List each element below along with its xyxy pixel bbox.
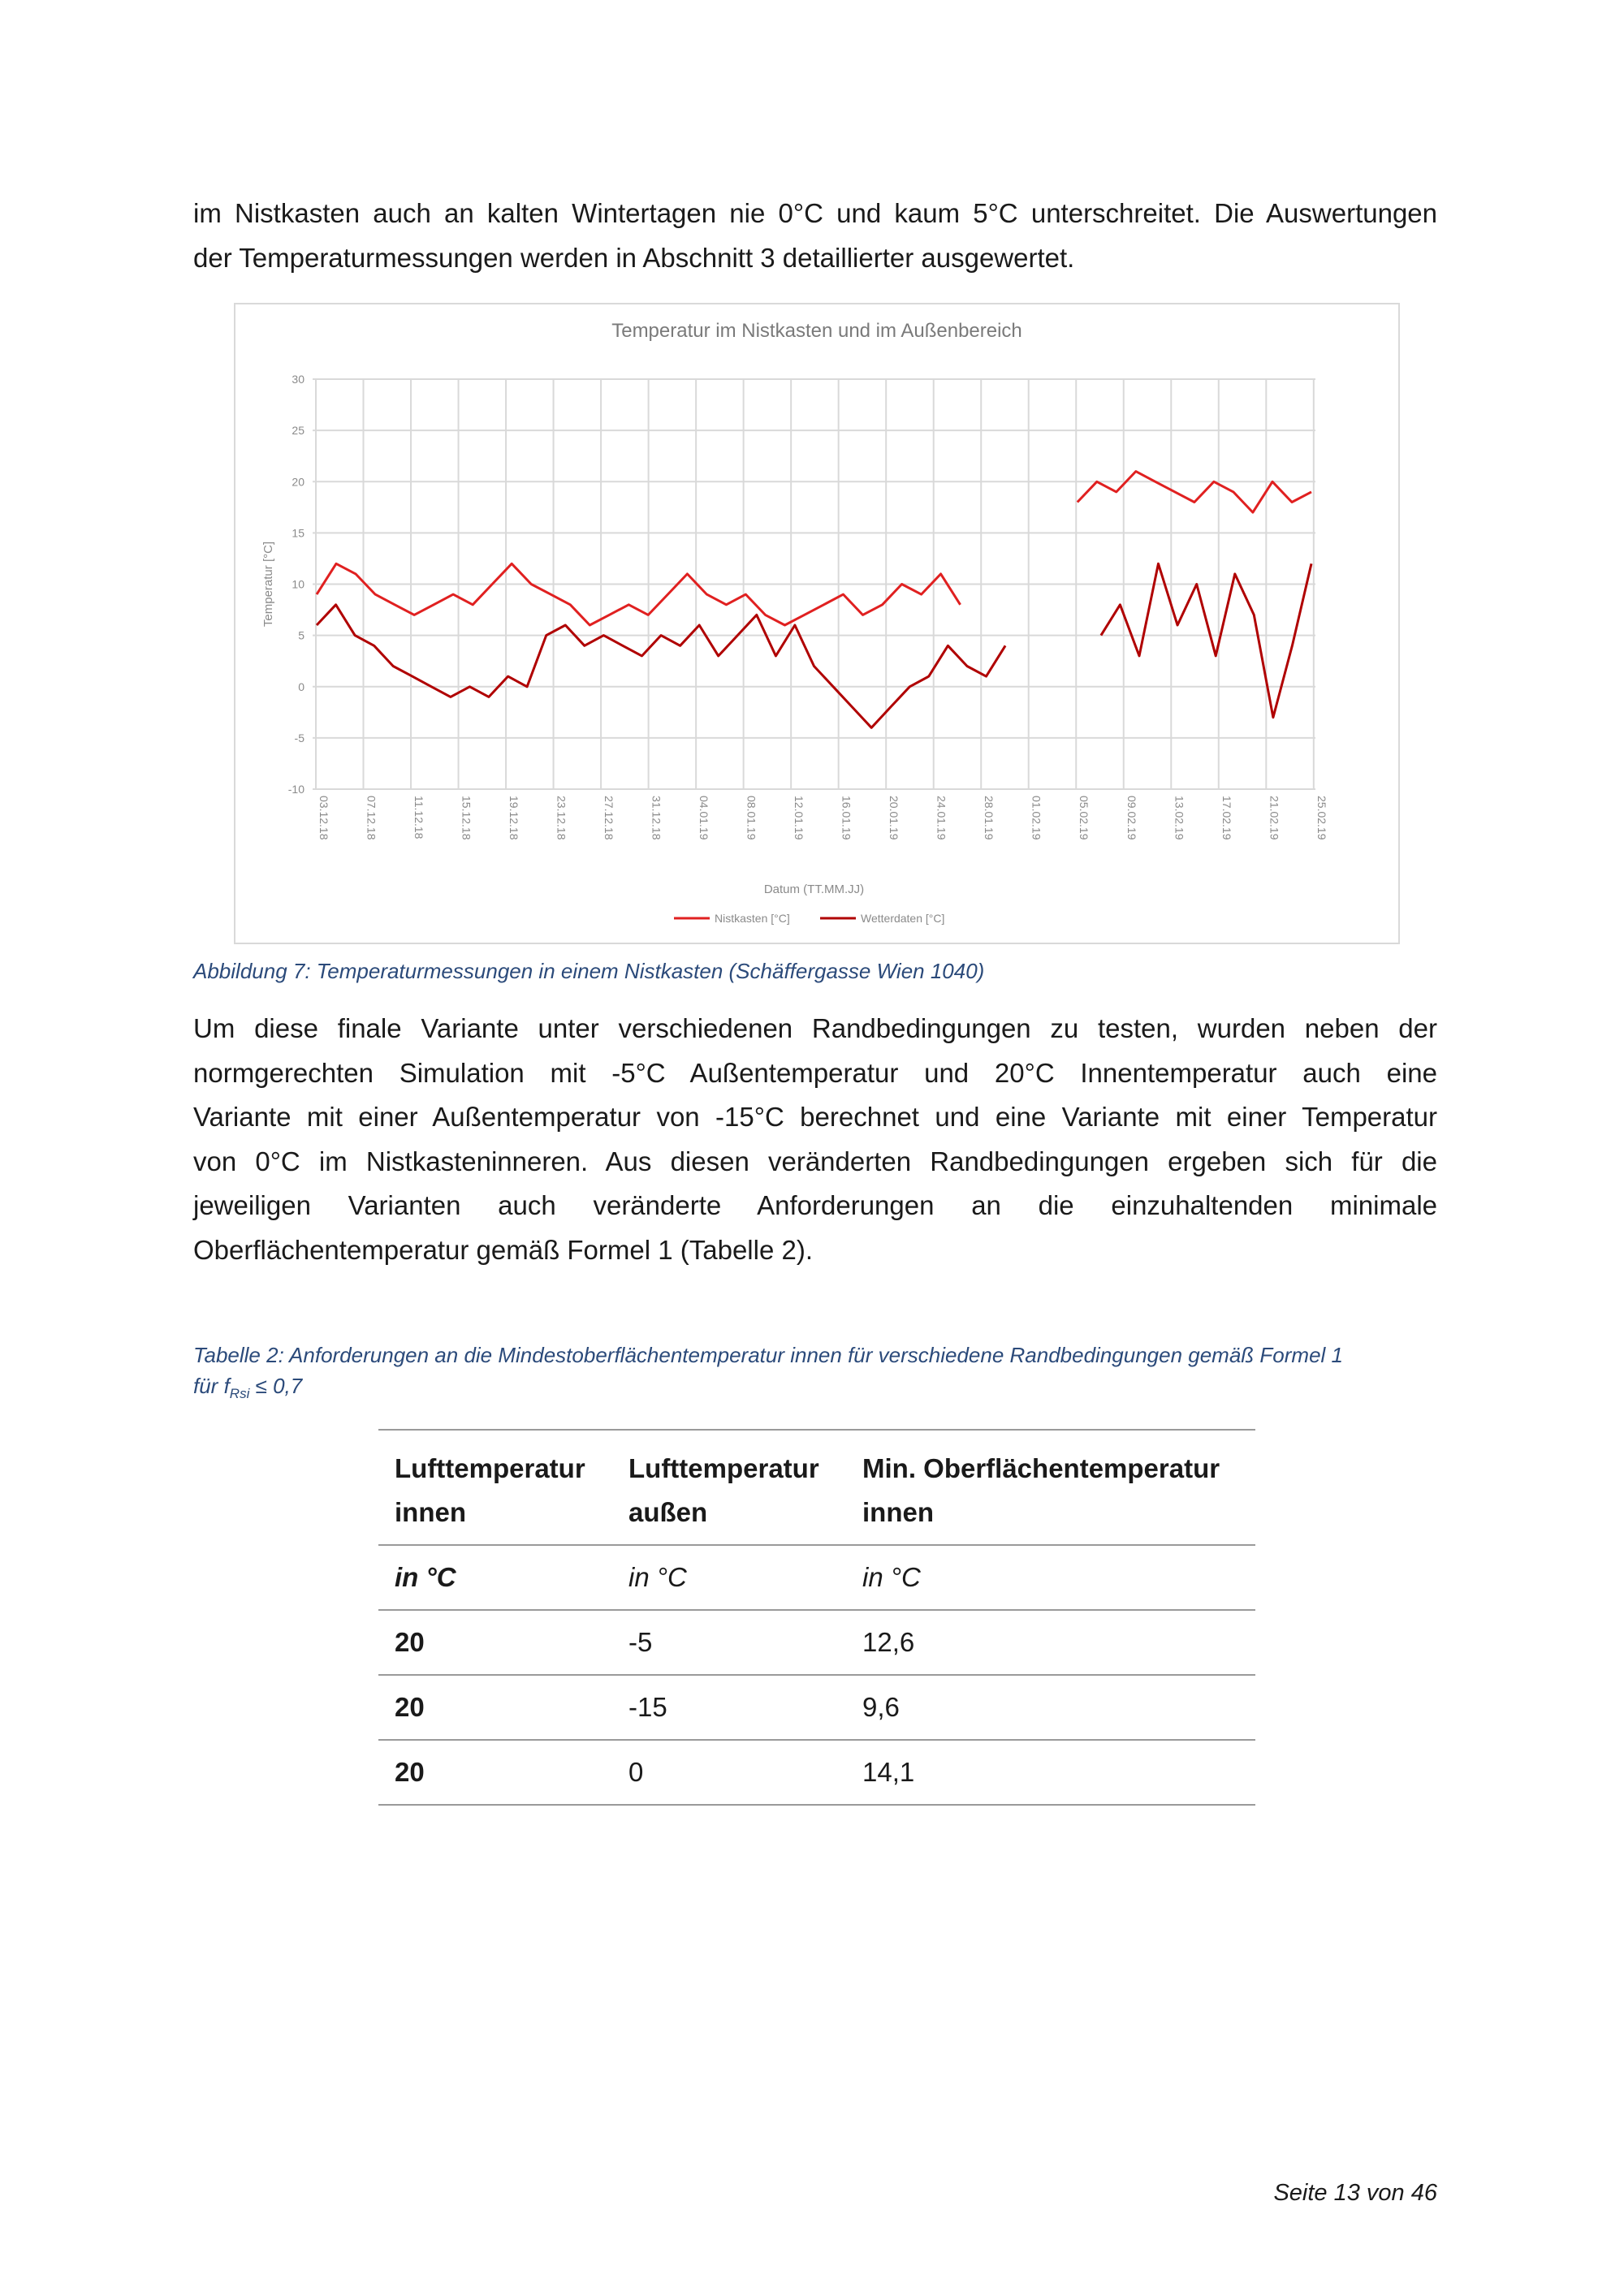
table-caption-prefix: für f <box>193 1374 230 1398</box>
x-axis-label: Datum (TT.MM.JJ) <box>763 883 865 896</box>
x-tick-label: 21.02.19 <box>1268 796 1281 840</box>
table-header-row <box>378 1430 1255 1545</box>
table-caption <box>193 1340 1437 1409</box>
x-tick-label: 31.12.18 <box>650 796 663 840</box>
chart-svg <box>235 304 1398 943</box>
table-caption-suffix: ≤ 0,7 <box>249 1374 303 1398</box>
table-row <box>378 1610 1255 1675</box>
intro-line: der Temperaturmessungen werden in Abschnitt 3 detaillierter ausgewertet. <box>193 242 1075 273</box>
table-cell: 20 <box>378 1610 612 1675</box>
x-tick-label: 23.12.18 <box>555 796 568 840</box>
legend-label: Wetterdaten [°C] <box>861 912 945 925</box>
legend-label: Nistkasten [°C] <box>715 912 790 925</box>
x-tick-label: 03.12.18 <box>317 796 330 840</box>
table-cell: 12,6 <box>846 1610 1255 1675</box>
x-tick-label: 17.02.19 <box>1220 796 1233 840</box>
table-cell: -5 <box>612 1610 846 1675</box>
x-tick-label: 12.01.19 <box>793 796 806 840</box>
x-tick-label: 05.02.19 <box>1078 796 1091 840</box>
table-cell: 9,6 <box>846 1675 1255 1740</box>
table-cell: 20 <box>378 1740 612 1805</box>
body-line: jeweiligen Varianten auch veränderte Anforderungen an die einzuhaltenden minimale <box>193 1190 1437 1220</box>
x-tick-label: 13.02.19 <box>1173 796 1186 840</box>
y-tick-label: 5 <box>298 628 304 642</box>
body-line: Um diese finale Variante unter verschiedenen Randbedingungen zu testen, wurden neben der <box>193 1013 1437 1043</box>
body-line: von 0°C im Nistkasteninneren. Aus diesen veränderten Randbedingungen ergeben sich für die <box>193 1146 1437 1176</box>
x-tick-label: 28.01.19 <box>983 796 996 840</box>
x-tick-label: 25.02.19 <box>1315 796 1328 840</box>
header-cell: Min. Oberflächentemperatur innen <box>846 1430 1255 1545</box>
unit-cell: in °C <box>846 1545 1255 1610</box>
unit-cell: in °C <box>612 1545 846 1610</box>
y-tick-label: 0 <box>298 680 304 693</box>
body-line: normgerechten Simulation mit -5°C Außentemperatur und 20°C Innentemperatur auch eine <box>193 1057 1437 1088</box>
y-tick-label: -5 <box>294 731 304 744</box>
unit-cell: in °C <box>378 1545 612 1610</box>
series-line-wetterdaten <box>317 605 1005 728</box>
body-line: Oberflächentemperatur gemäß Formel 1 (Tabelle 2). <box>193 1234 813 1265</box>
y-tick-label: -10 <box>287 783 304 796</box>
header-cell: Lufttemperatur innen <box>378 1430 612 1545</box>
table-row <box>378 1675 1255 1740</box>
intro-paragraph <box>193 192 1437 280</box>
y-tick-label: 30 <box>292 373 304 386</box>
figure-caption: Abbildung 7: Temperaturmessungen in einem Nistkasten (Schäffergasse Wien 1040) <box>193 959 985 983</box>
x-tick-label: 16.01.19 <box>840 796 853 840</box>
body-line: Variante mit einer Außentemperatur von -15°C berechnet und eine Variante mit einer Temperatur <box>193 1102 1437 1132</box>
table-row <box>378 1740 1255 1805</box>
table-cell: -15 <box>612 1675 846 1740</box>
intro-line: im Nistkasten auch an kalten Wintertagen nie 0°C und kaum 5°C unterschreitet. Die Auswertungen <box>193 198 1437 228</box>
table-cell: 14,1 <box>846 1740 1255 1805</box>
series-line-nistkasten <box>1078 472 1311 513</box>
x-tick-label: 19.12.18 <box>508 796 521 840</box>
x-tick-label: 24.01.19 <box>935 796 948 840</box>
x-tick-label: 27.12.18 <box>603 796 616 840</box>
y-tick-label: 10 <box>292 577 304 591</box>
page-number: Seite 13 von 46 <box>1273 2180 1437 2206</box>
x-tick-label: 20.01.19 <box>888 796 901 840</box>
x-tick-label: 01.02.19 <box>1030 796 1043 840</box>
temperature-chart <box>234 303 1400 944</box>
y-tick-label: 25 <box>292 424 304 438</box>
x-tick-label: 11.12.18 <box>412 796 426 839</box>
x-tick-label: 04.01.19 <box>698 796 711 840</box>
table-cell: 0 <box>612 1740 846 1805</box>
table-caption-sub: Rsi <box>229 1386 250 1402</box>
table-units-row <box>378 1545 1255 1610</box>
x-tick-label: 09.02.19 <box>1125 796 1138 840</box>
table-cell: 20 <box>378 1675 612 1740</box>
y-tick-label: 15 <box>292 526 304 540</box>
table-caption-line1: Tabelle 2: Anforderungen an die Mindestoberflächentemperatur innen für verschiedene Randbedingungen gemäß Formel 1 <box>193 1343 1343 1367</box>
series-line-nistkasten <box>317 563 961 625</box>
y-axis-label: Temperatur [°C] <box>261 541 275 628</box>
chart-title: Temperatur im Nistkasten und im Außenbereich <box>611 320 1022 342</box>
x-tick-label: 15.12.18 <box>460 796 473 840</box>
body-paragraph <box>193 1007 1437 1272</box>
requirements-table <box>378 1429 1255 1806</box>
series-line-wetterdaten <box>1101 563 1311 717</box>
x-tick-label: 08.01.19 <box>745 796 758 840</box>
header-cell: Lufttemperatur außen <box>612 1430 846 1545</box>
y-tick-label: 20 <box>292 475 304 489</box>
x-tick-label: 07.12.18 <box>365 796 378 840</box>
